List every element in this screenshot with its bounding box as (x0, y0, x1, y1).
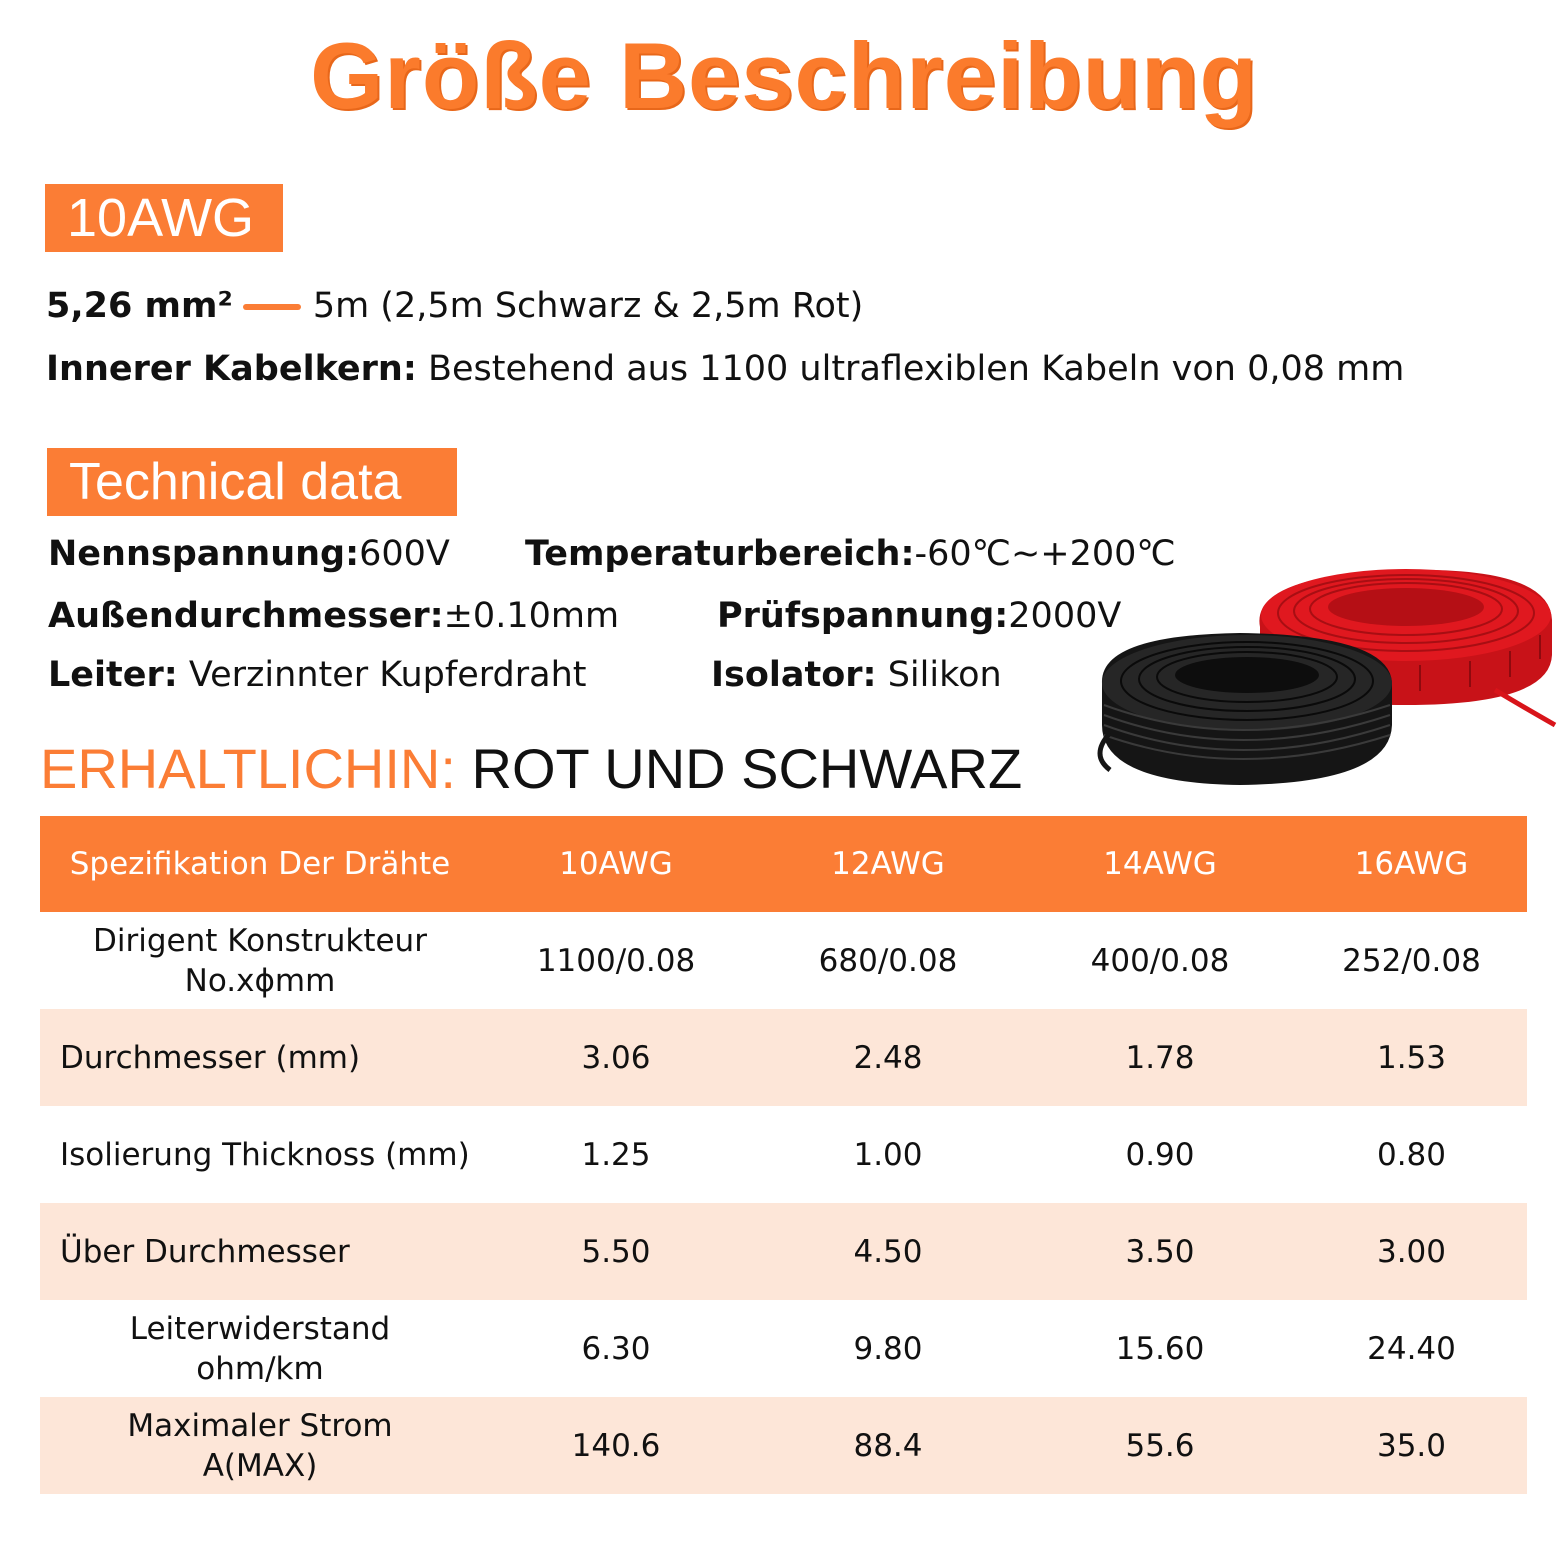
table-cell: 1.53 (1296, 1009, 1527, 1106)
table-cell: 2.48 (752, 1009, 1024, 1106)
insulator-value: Silikon (876, 655, 1002, 695)
table-cell: 9.80 (853, 1330, 923, 1367)
technical-data-tag: Technical data (47, 448, 457, 516)
test-voltage-label: Prüfspannung: (717, 596, 1009, 636)
test-voltage-spec (717, 596, 1121, 636)
row-label-line1: Dirigent Konstrukteur (93, 922, 427, 959)
row-label-line2: No.xϕmm (184, 962, 336, 999)
table-cell: 3.50 (1024, 1203, 1296, 1300)
availability-line (40, 736, 1022, 801)
awg-tag: 10AWG (45, 184, 283, 252)
outer-diameter-label: Außendurchmesser: (48, 596, 444, 636)
table-cell: 252/0.08 (1342, 942, 1481, 979)
table-cell: 4.50 (752, 1203, 1024, 1300)
row-label-line1: Maximaler Strom (127, 1407, 393, 1444)
table-cell: 1.00 (853, 1136, 923, 1173)
table-cell: 15.60 (1115, 1330, 1205, 1367)
table-cell: 1.78 (1024, 1009, 1296, 1106)
table-cell: 1.25 (581, 1136, 651, 1173)
row-label-line2: ohm/km (196, 1350, 324, 1387)
core-value: Bestehend aus 1100 ultraflexiblen Kabeln von 0,08 mm (416, 349, 1405, 389)
dash-icon (243, 304, 301, 310)
outer-diameter-spec (48, 596, 619, 636)
table-cell: 140.6 (480, 1397, 752, 1494)
row-label: Über Durchmesser (40, 1203, 480, 1300)
conductor-label: Leiter: (48, 655, 178, 695)
header-14awg: 14AWG (1024, 816, 1296, 912)
table-row (40, 912, 1527, 1009)
table-cell: 6.30 (581, 1330, 651, 1367)
table-cell: 400/0.08 (1090, 942, 1230, 979)
table-cell: 88.4 (752, 1397, 1024, 1494)
header-16awg: 16AWG (1296, 816, 1527, 912)
row-label (40, 1397, 480, 1494)
availability-label: ERHALTLICHIN: (40, 737, 456, 800)
table-cell: 24.40 (1367, 1330, 1456, 1367)
table-row (40, 1203, 1527, 1300)
voltage-spec (48, 534, 450, 574)
cable-coils-image (1090, 555, 1560, 800)
temperature-label: Temperaturbereich: (525, 534, 915, 574)
table-cell: 0.90 (1125, 1136, 1195, 1173)
outer-diameter-value: ±0.10mm (443, 596, 620, 636)
conductor-value: Verzinnter Kupferdraht (177, 655, 587, 695)
table-row (40, 1300, 1527, 1397)
header-spec: Spezifikation Der Drähte (40, 816, 480, 912)
temperature-value: -60℃~+200℃ (914, 534, 1176, 574)
table-header-row (40, 816, 1527, 912)
insulator-label: Isolator: (711, 655, 877, 695)
row-label (40, 912, 480, 1009)
header-10awg: 10AWG (480, 816, 752, 912)
insulator-spec (711, 655, 1002, 695)
spec-table (40, 816, 1527, 1494)
page-title: Größe Beschreibung (310, 23, 1258, 128)
core-line (46, 349, 1404, 389)
temperature-spec (525, 534, 1176, 574)
table-cell: 3.06 (480, 1009, 752, 1106)
black-coil-icon (1100, 633, 1392, 785)
table-row (40, 1106, 1527, 1203)
row-label (40, 1300, 480, 1397)
core-label: Innerer Kabelkern: (46, 349, 417, 389)
row-label-line2: A(MAX) (202, 1447, 318, 1484)
table-row (40, 1009, 1527, 1106)
table-cell: 5.50 (480, 1203, 752, 1300)
conductor-spec (48, 655, 586, 695)
table-cell: 680/0.08 (818, 942, 958, 979)
voltage-value: 600V (359, 534, 450, 574)
availability-value: ROT UND SCHWARZ (455, 737, 1023, 800)
table-cell: 3.00 (1296, 1203, 1527, 1300)
table-cell: 1100/0.08 (536, 942, 696, 979)
table-cell: 55.6 (1024, 1397, 1296, 1494)
test-voltage-value: 2000V (1008, 596, 1122, 636)
cross-section-value: 5,26 mm² (46, 286, 233, 326)
voltage-label: Nennspannung: (48, 534, 360, 574)
row-label: Durchmesser (mm) (40, 1009, 480, 1106)
row-label: Isolierung Thicknoss (mm) (60, 1136, 470, 1173)
row-label-line1: Leiterwiderstand (129, 1310, 391, 1347)
table-cell: 0.80 (1376, 1136, 1447, 1173)
table-cell: 35.0 (1296, 1397, 1527, 1494)
cross-section-line (46, 286, 863, 326)
header-12awg: 12AWG (752, 816, 1024, 912)
table-row (40, 1397, 1527, 1494)
length-text: 5m (2,5m Schwarz & 2,5m Rot) (312, 286, 864, 326)
